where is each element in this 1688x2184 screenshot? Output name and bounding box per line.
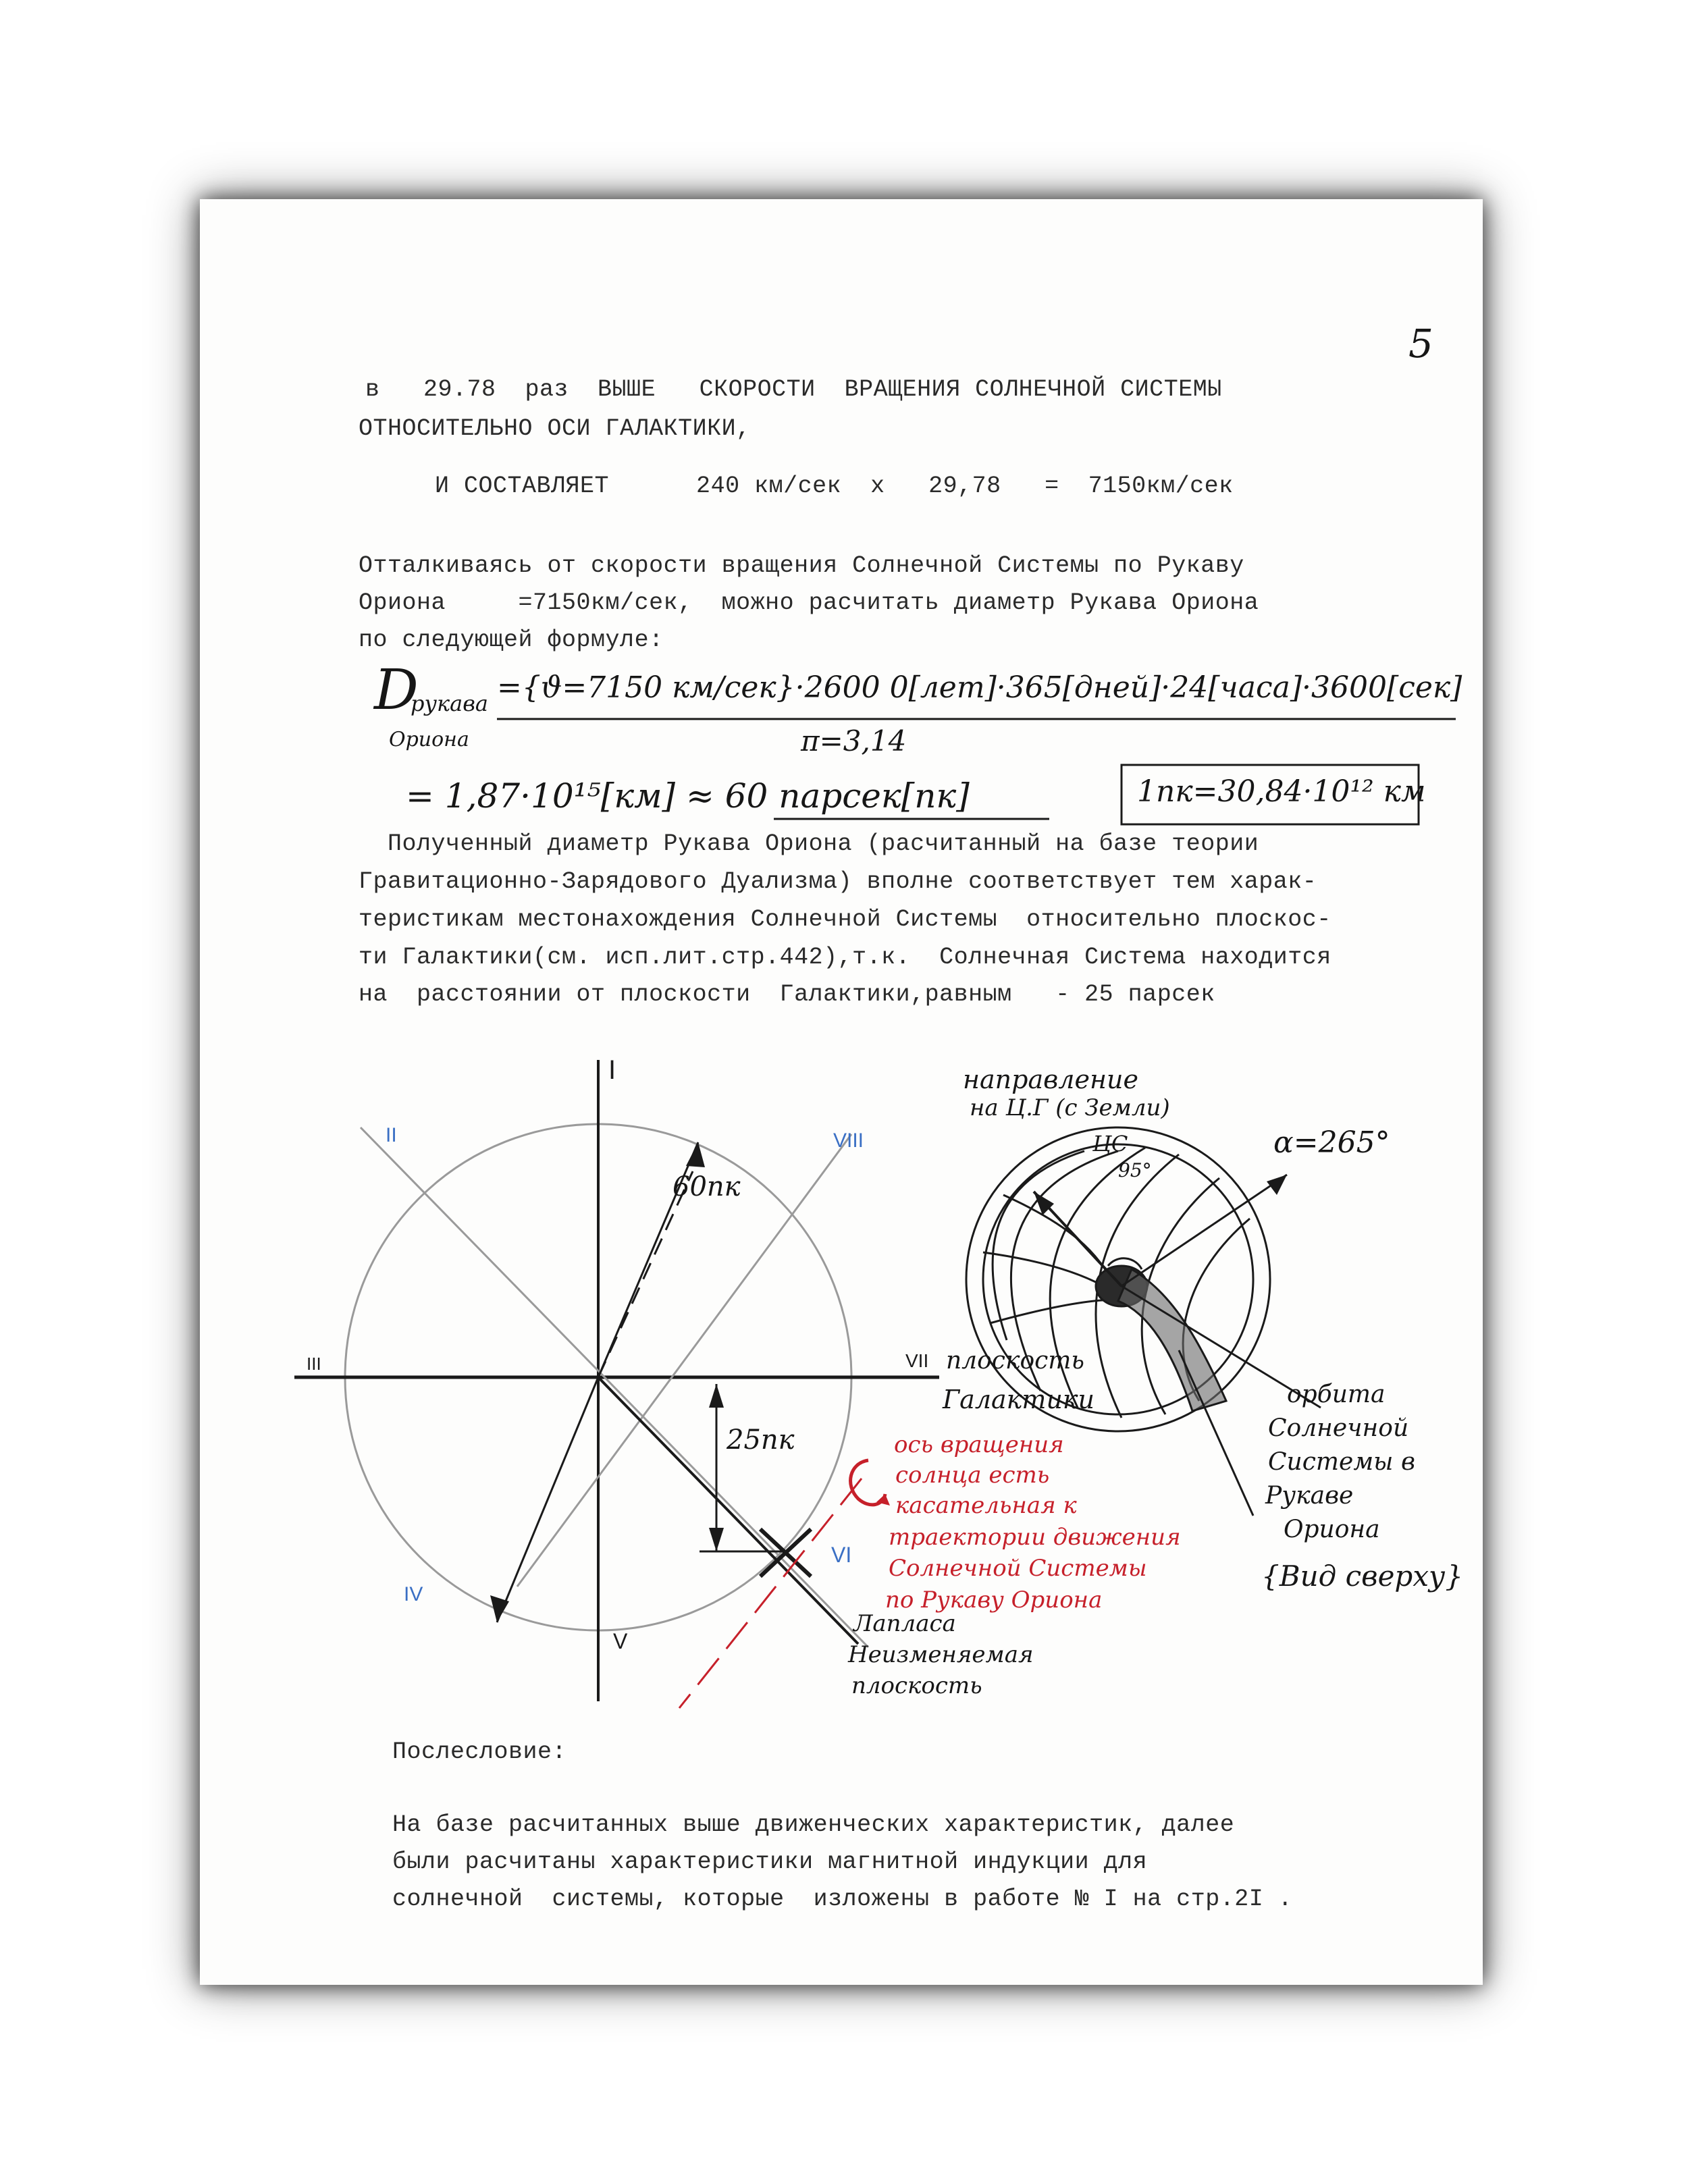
red-note-line-2: солнца есть <box>895 1462 1050 1489</box>
intro-line-3: И СОСТАВЛЯЕТ 240 км/сек х 29,78 = 7150км/сек <box>435 473 1234 500</box>
alpha-angle-label: α=265° <box>1273 1125 1390 1160</box>
laplace-plane-line <box>598 1377 858 1644</box>
intro-line-2: ОТНОСИТЕЛЬНО ОСИ ГАЛАКТИКИ, <box>359 415 751 442</box>
radius-label: 60пк <box>672 1171 741 1202</box>
radius-arrow-down <box>497 1377 598 1622</box>
plane-label-2: Галактики <box>943 1385 1095 1414</box>
para2-line-3: теристикам местонахождения Солнечной Системы относительно плоскос- <box>359 906 1331 933</box>
offset-label: 25пк <box>727 1424 795 1456</box>
angle-95-label: 95° <box>1118 1159 1152 1181</box>
galaxy-diagram <box>200 199 1483 1985</box>
para2-line-4: ти Галактики(см. исп.лит.стр.442),т.к. Солнечная Система находится <box>359 944 1331 971</box>
roman-v: V <box>613 1629 628 1653</box>
formula-lhs-sub1: рукава <box>411 691 488 716</box>
formula-numerator: ={ϑ=7150 км/сек}·2600 0[лет]·365[дней]·24[часа]·3600[сек] <box>497 670 1462 705</box>
roman-vi: VI <box>831 1543 852 1567</box>
afterword-line-1: На базе расчитанных выше движенческих характеристик, далее <box>392 1811 1235 1838</box>
plane-label-1: плоскость <box>946 1347 1085 1375</box>
orbit-note-line-4: Рукаве <box>1265 1482 1354 1510</box>
direction-label-1: направление <box>963 1065 1138 1094</box>
orbit-note-line-3: Системы в <box>1268 1448 1415 1476</box>
red-note-line-5: Солнечной Системы <box>889 1555 1147 1582</box>
para2-line-2: Гравитационно-Зарядового Дуализма) вполне соответствует тем харак- <box>359 868 1317 895</box>
roman-vii: VII <box>905 1350 929 1371</box>
roman-viii: VIII <box>833 1129 864 1152</box>
direction-label-2: на Ц.Г (с Земли) <box>970 1094 1170 1121</box>
roman-iv: IV <box>404 1583 423 1605</box>
sun-axis-red <box>679 1479 862 1708</box>
galactic-plane-diagram <box>294 1060 939 1708</box>
formula-lhs-letter: D <box>374 658 419 722</box>
axis-ii-vi <box>361 1127 868 1647</box>
axis-label-top: I <box>608 1055 616 1085</box>
roman-ii: II <box>386 1124 397 1146</box>
formula-result: = 1,87·10¹⁵[км] ≈ 60 парсек[пк] <box>406 776 970 816</box>
para1-line-1: Отталкиваясь от скорости вращения Солнечной Системы по Рукаву <box>359 552 1244 579</box>
angle-arrow-head <box>1267 1175 1287 1195</box>
afterword-title: Послесловие: <box>392 1738 567 1765</box>
center-label: ЦС <box>1092 1131 1128 1156</box>
red-note-line-6: по Рукаву Ориона <box>885 1587 1103 1614</box>
orbit-note-line-6: {Вид сверху} <box>1261 1560 1464 1593</box>
intro-line-1: в 29.78 раз ВЫШЕ СКОРОСТИ ВРАЩЕНИЯ СОЛНЕЧНОЙ СИСТЕМЫ <box>365 376 1222 403</box>
parsec-box <box>1122 765 1419 824</box>
formula-denominator: π=3,14 <box>801 724 907 757</box>
offset-arrow-head-up <box>709 1384 724 1408</box>
roman-iii: III <box>307 1354 321 1374</box>
afterword-line-3: солнечной системы, которые изложены в работе № I на стр.2I . <box>392 1886 1293 1913</box>
formula-lhs-sub2: Ориона <box>389 728 469 751</box>
page-number: 5 <box>1408 321 1433 367</box>
para2-line-1: Полученный диаметр Рукава Ориона (расчитанный на базе теории <box>359 830 1259 857</box>
para1-line-3: по следующей формуле: <box>359 627 664 654</box>
laplace-label-3: плоскость <box>851 1672 982 1699</box>
laplace-label-1: Лапласа <box>853 1610 956 1637</box>
orbit-pointer <box>1179 1350 1253 1516</box>
red-note-line-3: касательная к <box>895 1492 1077 1519</box>
laplace-label-2: Неизменяемая <box>848 1641 1034 1668</box>
document-page <box>200 199 1483 1985</box>
afterword-line-2: были расчитаны характеристики магнитной индукции для <box>392 1848 1148 1875</box>
offset-arrow-head-down <box>709 1528 724 1551</box>
rotation-arrow-red <box>851 1460 885 1505</box>
orbit-note-line-2: Солнечной <box>1268 1414 1409 1442</box>
red-note-line-1: ось вращения <box>894 1431 1064 1458</box>
orbit-note-line-1: орбита <box>1287 1381 1386 1408</box>
para1-line-2: Ориона =7150км/сек, можно расчитать диаметр Рукава Ориона <box>359 589 1259 616</box>
orbit-note-line-5: Ориона <box>1284 1516 1380 1543</box>
red-note-line-4: траектории движения <box>889 1524 1181 1551</box>
parsec-definition: 1пк=30,84·10¹² км <box>1137 774 1426 809</box>
para2-line-5: на расстоянии от плоскости Галактики,равным - 25 парсек <box>359 981 1215 1008</box>
